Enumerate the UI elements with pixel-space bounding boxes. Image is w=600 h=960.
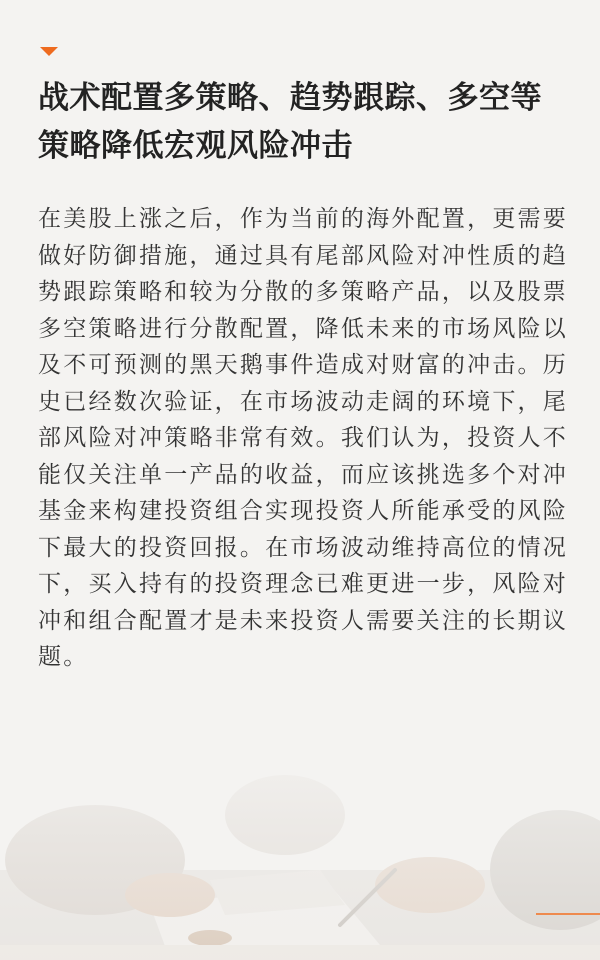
- photo-fade-overlay: [0, 720, 600, 960]
- article-title: 战术配置多策略、趋势跟踪、多空等策略降低宏观风险冲击: [38, 80, 542, 164]
- article-body: 在美股上涨之后，作为当前的海外配置，更需要做好防御措施，通过具有尾部风险对冲性质的趋势跟踪策略和较为分散的多策略产品，以及股票多空策略进行分散配置，降低未来的市场风险以及不可预测的黑天鹅事件造成对财富的冲击。历史已经数次验证，在市场波动走阔的环境下，尾部风险对冲策略非常有效。我们认为，投资人不能仅关注单一产品的收益，而应该挑选多个对冲基金来构建投资组合实现投资人所能承受的风险下最大的投资回报。在市场波动维持高位的情况下，买入持有的投资理念已难更进一步，风险对冲和组合配置才是未来投资人需要关注的长期议题。: [38, 206, 568, 670]
- background-photo: [0, 720, 600, 960]
- triangle-down-icon: [40, 47, 58, 56]
- accent-line: [536, 913, 600, 915]
